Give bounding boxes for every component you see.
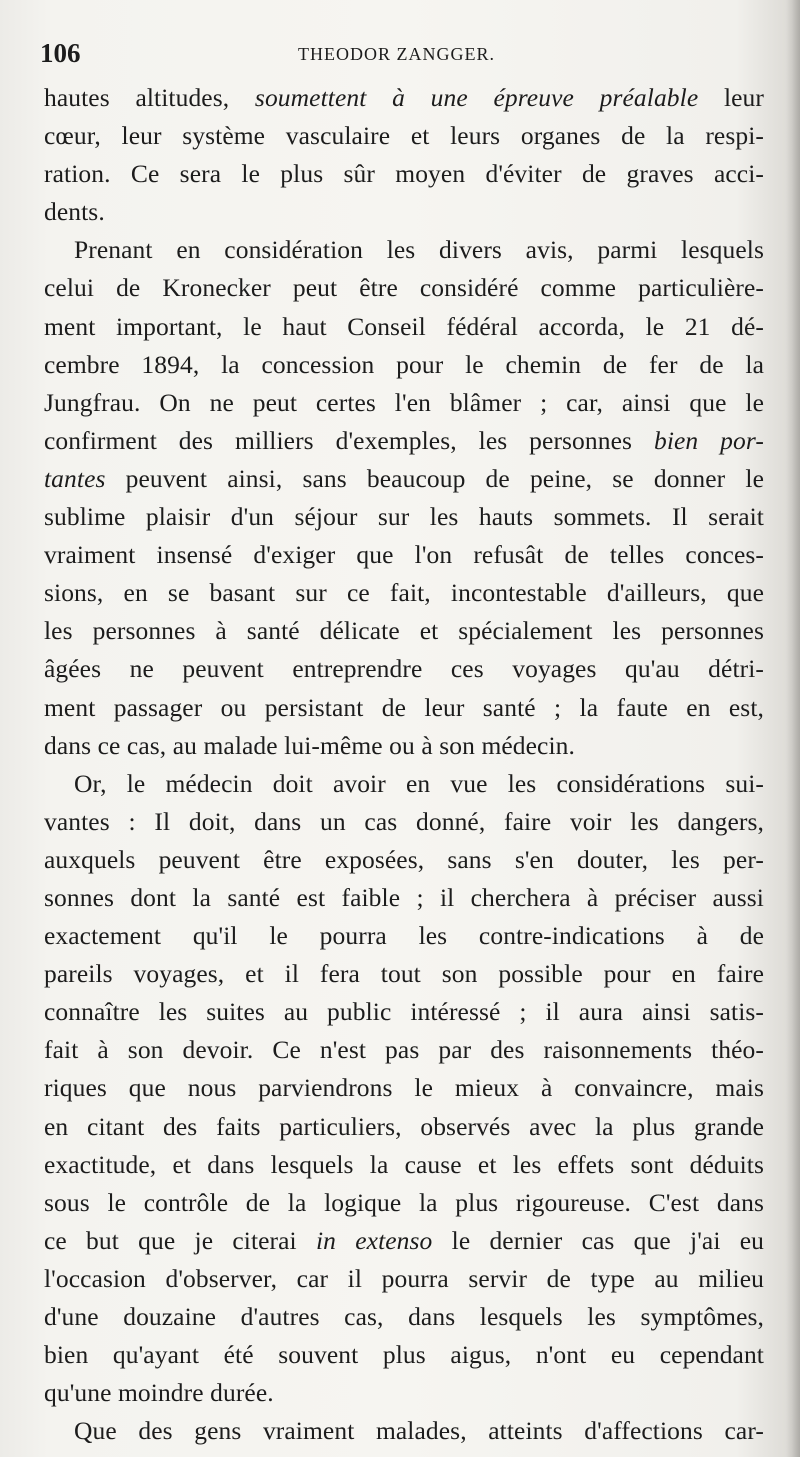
text-line xyxy=(44,1336,764,1374)
page-header xyxy=(40,38,760,70)
text-line xyxy=(44,231,764,269)
line-text: Jungfrau. On ne peut certes l'en blâmer ; car, ainsi que le xyxy=(44,387,764,417)
line-text: bien qu'ayant été souvent plus aigus, n'ont eu cependant xyxy=(44,1340,764,1370)
line-text: celui de Kronecker peut être considéré comme particulière- xyxy=(44,273,764,303)
line-text: dans ce cas, au malade lui-même ou à son médecin. xyxy=(44,730,575,760)
line-text: qu'une moindre durée. xyxy=(44,1378,274,1408)
text-line xyxy=(44,879,764,917)
line-text: vantes : Il doit, dans un cas donné, faire voir les dangers, xyxy=(44,806,764,836)
line-text: les personnes à santé délicate et spécialement les personnes xyxy=(44,616,764,646)
text-line xyxy=(44,650,764,688)
line-text: auxquels peuvent être exposées, sans s'en douter, les per- xyxy=(44,844,764,874)
text-line xyxy=(44,1146,764,1184)
line-text: leur xyxy=(698,83,764,112)
italic-text: tantes xyxy=(44,463,106,493)
text-line xyxy=(44,1260,764,1298)
text-line xyxy=(44,1031,764,1069)
italic-text: soumettent à une épreuve préalable xyxy=(254,83,699,112)
line-text: Or, le médecin doit avoir en vue les considérations sui- xyxy=(74,768,764,798)
line-text: sonnes dont la santé est faible ; il cherchera à préciser aussi xyxy=(44,882,764,912)
text-line xyxy=(44,79,764,117)
text-line xyxy=(44,917,764,955)
line-text: exactement qu'il le pourra les contre-indications à de xyxy=(44,921,764,951)
line-text: en citant des faits particuliers, observés avec la plus grande xyxy=(44,1111,764,1141)
line-text: sublime plaisir d'un séjour sur les hauts sommets. Il serait xyxy=(44,502,764,532)
line-text: ment passager ou persistant de leur santé ; la faute en est, xyxy=(44,692,764,722)
text-line xyxy=(44,536,764,574)
text-line xyxy=(44,689,764,727)
line-text: d'une douzaine d'autres cas, dans lesquels les symptômes, xyxy=(44,1302,764,1331)
line-text: ration. Ce sera le plus sûr moyen d'éviter de graves acci- xyxy=(44,159,764,189)
text-line xyxy=(44,1069,764,1107)
text-line xyxy=(44,1222,764,1260)
page-edge-shadow xyxy=(786,0,800,1457)
text-line xyxy=(44,841,764,879)
line-text: l'occasion d'observer, car il pourra servir de type au milieu xyxy=(44,1263,764,1293)
line-text: Que des gens vraiment malades, atteints d'affections car- xyxy=(74,1416,764,1446)
line-text: Prenant en considération les divers avis, parmi lesquels xyxy=(74,235,764,265)
line-text: hautes altitudes, xyxy=(44,83,255,112)
text-line xyxy=(44,803,764,841)
line-text: exactitude, et dans lesquels la cause et les effets sont déduits xyxy=(44,1149,764,1179)
line-text: dents. xyxy=(44,197,105,227)
italic-text: in extenso xyxy=(315,1225,433,1255)
text-line xyxy=(44,993,764,1031)
text-line xyxy=(44,384,764,422)
text-line xyxy=(44,460,764,498)
text-line xyxy=(44,308,764,346)
text-line xyxy=(44,269,764,307)
text-line xyxy=(44,955,764,993)
text-line xyxy=(44,1298,764,1336)
text-line xyxy=(44,612,764,650)
line-text: cembre 1894, la concession pour le chemin de fer de la xyxy=(44,349,764,379)
italic-text: bien por- xyxy=(653,425,764,455)
line-text: fait à son devoir. Ce n'est pas par des raisonnements théo- xyxy=(44,1035,764,1065)
text-line xyxy=(44,1108,764,1146)
line-text: le dernier cas que j'ai eu xyxy=(432,1225,764,1255)
text-line xyxy=(44,1184,764,1222)
text-line xyxy=(44,498,764,536)
line-text: confirment des milliers d'exemples, les personnes xyxy=(44,425,654,455)
line-text: ment important, le haut Conseil fédéral accorda, le 21 dé- xyxy=(44,311,764,341)
running-title: THEODOR ZANGGER. xyxy=(298,44,495,64)
text-line xyxy=(44,155,764,193)
line-text: cœur, leur système vasculaire et leurs organes de la respi- xyxy=(44,121,764,151)
line-text: riques que nous parviendrons le mieux à convaincre, mais xyxy=(44,1073,764,1103)
text-line xyxy=(44,1412,764,1450)
text-line xyxy=(44,574,764,612)
text-line xyxy=(44,1374,764,1412)
line-text: peuvent ainsi, sans beaucoup de peine, se donner le xyxy=(105,463,764,493)
text-line xyxy=(44,422,764,460)
text-line xyxy=(44,117,764,155)
line-text: connaître les suites au public intéressé ; il aura ainsi satis- xyxy=(44,997,764,1027)
body-text xyxy=(44,79,764,1450)
text-line xyxy=(44,346,764,384)
line-text: âgées ne peuvent entreprendre ces voyages qu'au détri- xyxy=(44,654,764,684)
line-text: pareils voyages, et il fera tout son possible pour en faire xyxy=(44,959,764,989)
text-line xyxy=(44,727,764,765)
text-line xyxy=(44,193,764,231)
line-text: vraiment insensé d'exiger que l'on refusât de telles conces- xyxy=(44,540,764,570)
text-line xyxy=(44,765,764,803)
line-text: sions, en se basant sur ce fait, incontestable d'ailleurs, que xyxy=(44,578,764,608)
page-number: 106 xyxy=(40,38,81,68)
line-text: ce but que je citerai xyxy=(44,1225,316,1255)
line-text: sous le contrôle de la logique la plus rigoureuse. C'est dans xyxy=(44,1187,764,1217)
